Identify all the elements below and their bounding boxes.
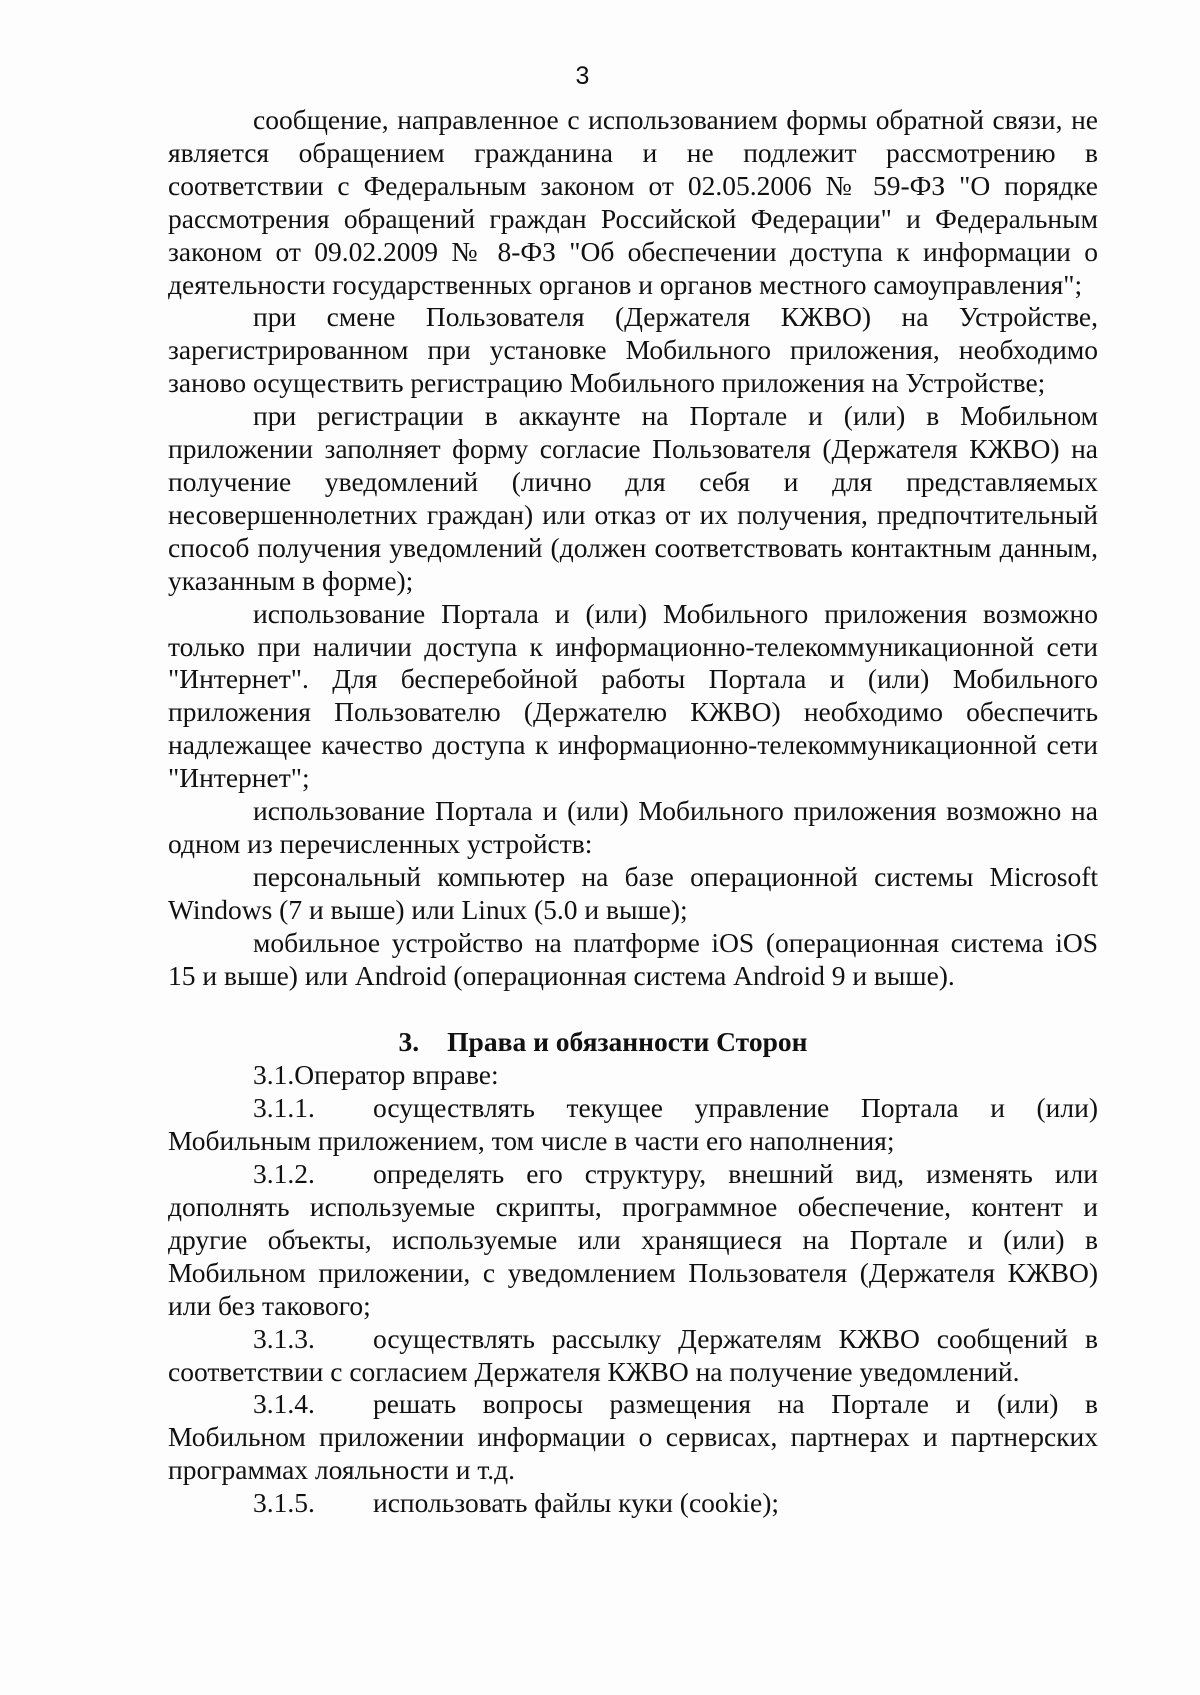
subsection-intro: 3.1.Оператор вправе:	[253, 1059, 499, 1091]
paragraph-internet-access: использование Портала и (или) Мобильного приложения возможно только при наличии доступа к информационно-телекоммуникационной сети "Интернет". Для бесперебойной работы Портала и (или) Мобильного приложения Пользователю (Держателю КЖВО) необходимо обеспечить надлежащее качество доступа к информационно-телекоммуникационной сети "Интернет";	[168, 597, 1098, 794]
item-text: определять его структуру, внешний вид, изменять или дополнять используемые скрипты, программное обеспечение, контент и другие объекты, используемые или хранящиеся на Портале и (или) в Мобильном приложении, с уведомлением Пользователя (Держателя КЖВО) или без такового;	[168, 1158, 1098, 1321]
item-number: 3.1.1.	[253, 1092, 315, 1124]
list-item	[168, 1158, 1098, 1323]
item-text: использовать файлы куки (cookie);	[373, 1487, 780, 1519]
item-number: 3.1.2.	[253, 1158, 315, 1190]
paragraph-device-pc: персональный компьютер на базе операционной системы Microsoft Windows (7 и выше) или Linux (5.0 и выше);	[168, 860, 1098, 925]
list-item	[168, 1487, 1098, 1520]
paragraph-user-change: при смене Пользователя (Держателя КЖВО) на Устройстве, зарегистрированном при установке Мобильного приложения, необходимо заново осуществить регистрацию Мобильного приложения на Устройстве;	[168, 301, 1098, 399]
document-body	[168, 104, 1098, 1520]
section-heading	[168, 1026, 1098, 1059]
paragraph-devices-intro: использование Портала и (или) Мобильного приложения возможно на одном из перечисленных устройств:	[168, 795, 1098, 859]
item-text: осуществлять текущее управление Портала и (или) Мобильным приложением, том числе в части его наполнения;	[168, 1092, 1098, 1157]
item-text: осуществлять рассылку Держателям КЖВО сообщений в соответствии с согласием Держателя КЖВО на получение уведомлений.	[168, 1322, 1098, 1387]
list-item	[168, 1092, 1098, 1158]
section-number: 3.	[398, 1026, 420, 1058]
paragraph-registration-consent: при регистрации в аккаунте на Портале и (или) в Мобильном приложении заполняет форму согласие Пользователя (Держателя КЖВО) на получение уведомлений (лично для себя и для представляемых несовершеннолетних граждан) или отказ от их получения, предпочтительный способ получения уведомлений (должен соответствовать контактным данным, указанным в форме);	[168, 400, 1098, 596]
item-number: 3.1.5.	[253, 1487, 315, 1519]
item-text: решать вопросы размещения на Портале и (или) в Мобильном приложении информации о сервисах, партнерах и партнерских программах лояльности и т.д.	[168, 1388, 1098, 1486]
paragraph-device-mobile: мобильное устройство на платформе iOS (операционная система iOS 15 и выше) или Android (операционная система Android 9 и выше).	[168, 926, 1098, 991]
page-number: 3	[575, 62, 590, 90]
item-number: 3.1.3.	[253, 1322, 315, 1354]
paragraph-feedback-message: сообщение, направленное с использованием формы обратной связи, не является обращением гражданина и не подлежит рассмотрению в соответствии с Федеральным законом от 02.05.2006 № 59-ФЗ "О порядке рассмотрения обращений граждан Российской Федерации" и Федеральным законом от 09.02.2009 № 8-ФЗ "Об обеспечении доступа к информации о деятельности государственных органов и органов местного самоуправления";	[168, 104, 1098, 300]
item-number: 3.1.4.	[253, 1388, 315, 1420]
list-item	[168, 1323, 1098, 1389]
list-item	[168, 1388, 1098, 1487]
section-title: Права и обязанности Сторон	[447, 1026, 808, 1058]
